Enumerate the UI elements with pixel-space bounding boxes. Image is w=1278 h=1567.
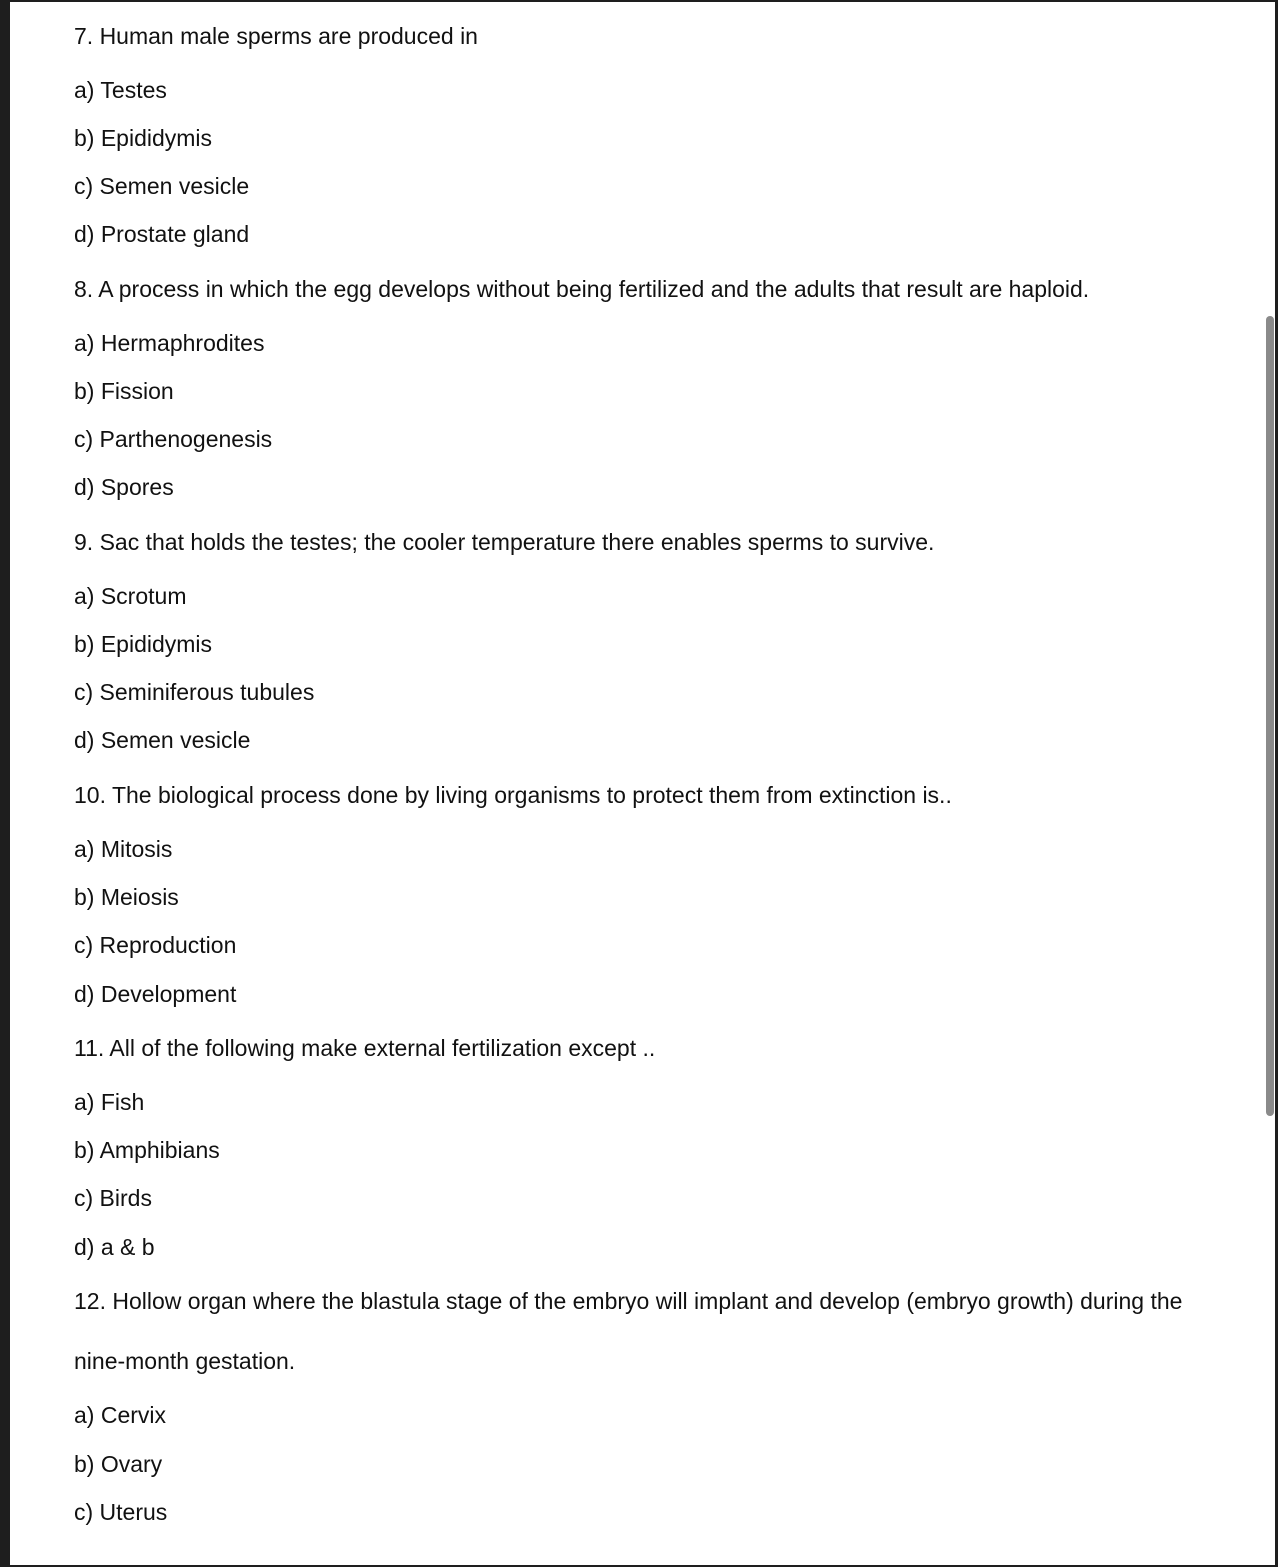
question-7-text: 7. Human male sperms are produced in: [74, 23, 478, 49]
question-12-text: 12. Hollow organ where the blastula stage of the embryo will implant and develop (embryo growth) during the: [74, 1288, 1183, 1314]
vertical-scrollbar[interactable]: [1266, 316, 1274, 1116]
question-8-option-a: a) Hermaphrodites: [74, 330, 265, 356]
question-7-option-a: a) Testes: [74, 77, 167, 103]
question-7-option-d: d) Prostate gland: [74, 221, 250, 247]
question-12-text-continued: nine-month gestation.: [74, 1348, 296, 1374]
question-9-text: 9. Sac that holds the testes; the cooler temperature there enables sperms to survive.: [74, 529, 935, 555]
question-11-option-c: c) Birds: [74, 1185, 152, 1211]
question-8-option-c: c) Parthenogenesis: [74, 426, 273, 452]
question-11-text: 11. All of the following make external fertilization except ..: [74, 1035, 656, 1061]
question-10-option-b: b) Meiosis: [74, 884, 179, 910]
question-11-option-d: d) a & b: [74, 1234, 155, 1260]
question-12-option-a: a) Cervix: [74, 1402, 167, 1428]
question-12-option-b: b) Ovary: [74, 1451, 163, 1477]
question-10-option-c: c) Reproduction: [74, 932, 237, 958]
question-8-option-d: d) Spores: [74, 474, 174, 500]
question-9-option-c: c) Seminiferous tubules: [74, 679, 315, 705]
question-11-option-b: b) Amphibians: [74, 1137, 220, 1163]
question-8-text: 8. A process in which the egg develops without being fertilized and the adults that result are haploid.: [74, 276, 1090, 302]
question-8-option-b: b) Fission: [74, 378, 174, 404]
question-10-text: 10. The biological process done by living organisms to protect them from extinction is..: [74, 782, 952, 808]
question-11-option-a: a) Fish: [74, 1089, 145, 1115]
question-9-option-d: d) Semen vesicle: [74, 727, 251, 753]
question-10-option-a: a) Mitosis: [74, 836, 173, 862]
question-12-option-c: c) Uterus: [74, 1499, 168, 1525]
question-7-option-b: b) Epididymis: [74, 125, 213, 151]
question-9-option-b: b) Epididymis: [74, 631, 213, 657]
question-7-option-c: c) Semen vesicle: [74, 173, 250, 199]
document-page: [10, 2, 1275, 1565]
question-10-option-d: d) Development: [74, 981, 237, 1007]
question-9-option-a: a) Scrotum: [74, 583, 187, 609]
